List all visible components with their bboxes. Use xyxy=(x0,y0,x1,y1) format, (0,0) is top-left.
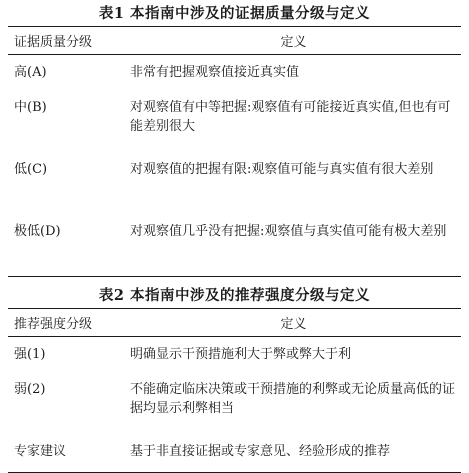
grade-cell: 高(A) xyxy=(14,65,47,80)
header-definition: 定义 xyxy=(126,309,461,337)
header-strength: 推荐强度分级 xyxy=(8,309,126,337)
grade-cell: 极低(D) xyxy=(8,214,126,277)
evidence-quality-table xyxy=(8,2,461,277)
definition-cell: 基于非直接证据或专家意见、经验形成的推荐 xyxy=(126,434,461,473)
definition-cell: 对观察值的把握有限:观察值可能与真实值有很大差别 xyxy=(130,162,434,177)
strength-cell: 弱(2) xyxy=(14,382,46,397)
table-row xyxy=(8,55,461,91)
header-grade: 证据质量分级 xyxy=(8,27,126,55)
grade-cell: 中(B) xyxy=(14,100,47,115)
table-row xyxy=(8,372,461,434)
strength-cell: 强(1) xyxy=(14,347,46,362)
definition-cell: 不能确定临床决策或干预措施的利弊或无论质量高低的证据均显示利弊相当 xyxy=(130,382,456,416)
recommendation-strength-grid xyxy=(8,308,461,473)
table-header-row xyxy=(8,27,461,55)
strength-cell: 专家建议 xyxy=(8,434,126,473)
table-caption: 表1 本指南中涉及的证据质量分级与定义 xyxy=(98,5,371,22)
table-header-row xyxy=(8,309,461,337)
table-row xyxy=(8,214,461,277)
evidence-quality-grid xyxy=(8,26,461,277)
grade-cell: 低(C) xyxy=(14,162,48,177)
table-row xyxy=(8,337,461,373)
table-row xyxy=(8,90,461,152)
table-caption: 表2 本指南中涉及的推荐强度分级与定义 xyxy=(98,287,371,304)
header-definition: 定义 xyxy=(126,27,461,55)
recommendation-strength-table xyxy=(8,284,461,473)
definition-cell: 对观察值有中等把握:观察值有可能接近真实值,但也有可能差别很大 xyxy=(130,100,451,134)
definition-cell: 明确显示干预措施利大于弊或弊大于利 xyxy=(130,347,352,362)
definition-cell: 对观察值几乎没有把握:观察值与真实值可能有极大差别 xyxy=(126,214,461,277)
table-row xyxy=(8,152,461,214)
definition-cell: 非常有把握观察值接近真实值 xyxy=(130,65,300,80)
